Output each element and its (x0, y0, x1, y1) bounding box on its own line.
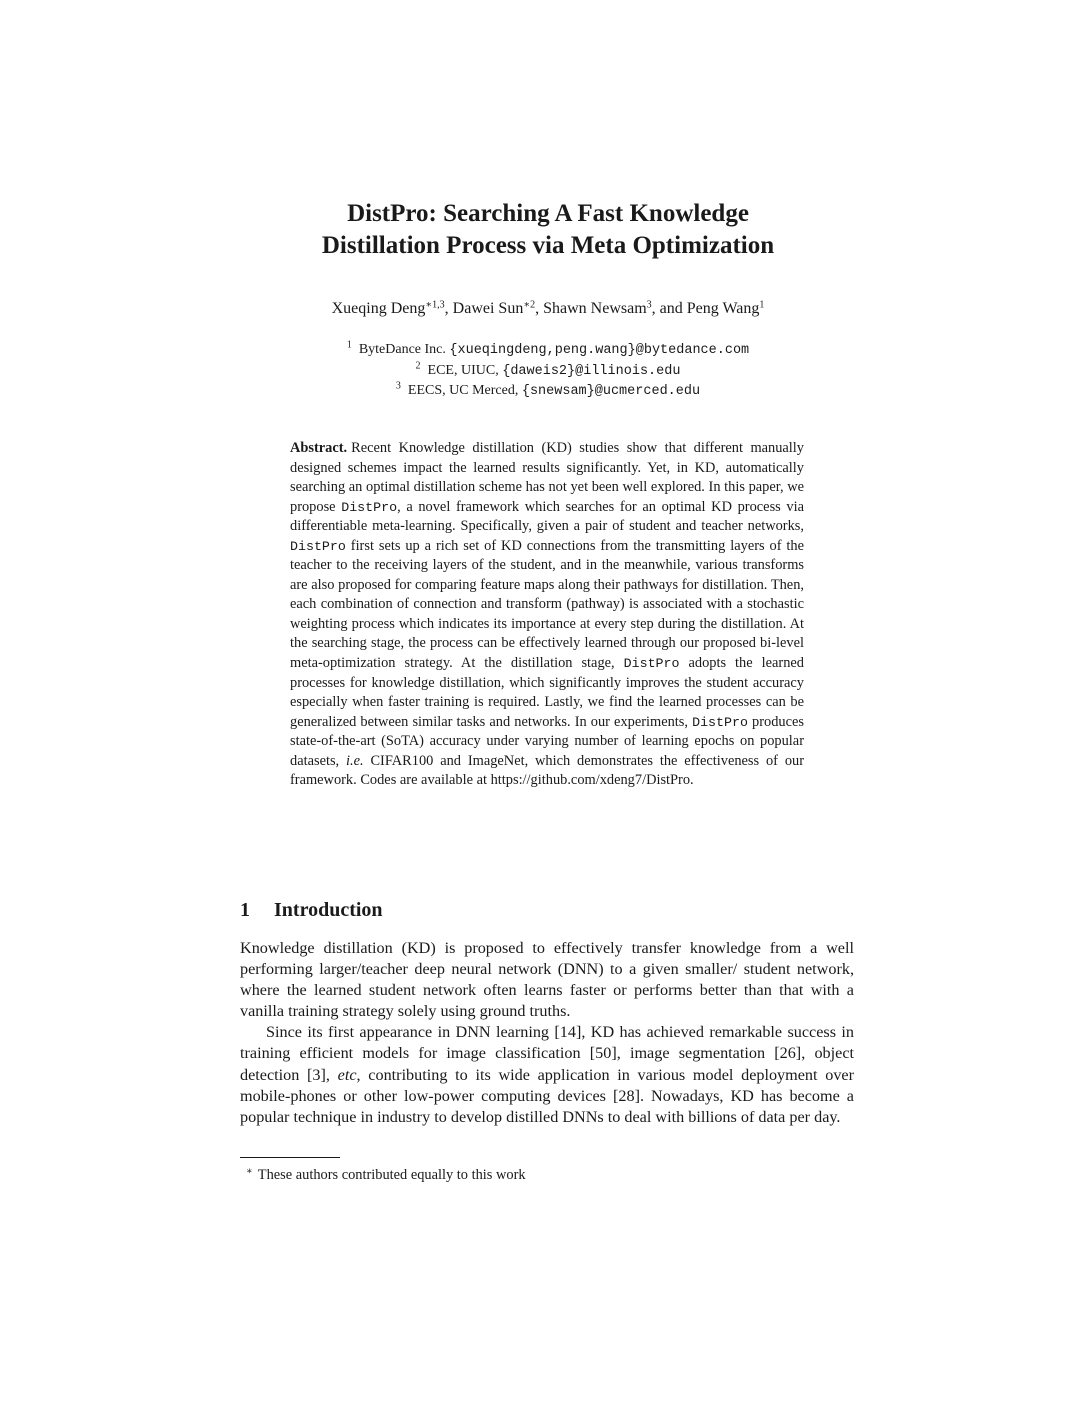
affiliation-number: 3 (395, 380, 401, 392)
abstract-label: Abstract. (290, 440, 348, 456)
method-name: DistPro (623, 656, 680, 672)
paragraph-italic: etc (337, 1065, 357, 1084)
author-affil-mark: ∗1,3 (425, 299, 445, 311)
author-name: Xueqing Deng (331, 300, 426, 317)
author-separator: , (535, 300, 544, 317)
paragraph: Knowledge distillation (KD) is proposed to effectively transfer knowledge from a well performing larger/teacher deep neural network (DNN) to a given smaller/ student network, where the learned student network often learns faster or performs better than that with a vanilla training strategy solely using ground truths. (240, 939, 854, 1021)
abstract-segment: adopts the learned processes for knowledge distillation, which significantly improves the student accuracy especially when faster training is required. Lastly, we find the learned processes can be generalized between similar tasks and networks. In our experiments, (290, 655, 804, 730)
author-affil-mark: ∗2 (523, 299, 536, 311)
author-name: Dawei Sun (452, 300, 524, 317)
affiliation-list (200, 340, 896, 402)
method-name: DistPro (290, 538, 346, 554)
affiliation-email: {snewsam}@ucmerced.edu (521, 384, 701, 399)
method-name: DistPro (341, 499, 398, 515)
author-name: Shawn Newsam (543, 300, 647, 317)
footnote-mark: ∗ (246, 1166, 253, 1177)
affiliation-item (200, 340, 896, 361)
affiliation-number: 2 (415, 360, 421, 371)
paragraph (240, 1022, 854, 1127)
footnote (246, 1162, 846, 1185)
affiliation-email: {xueqingdeng,peng.wang}@bytedance.com (449, 343, 750, 358)
paper-title (200, 198, 896, 262)
affiliation-item (200, 381, 896, 402)
affiliation-item (200, 361, 896, 382)
abstract-segment: , a novel framework which searches for an optimal KD process via differentiable meta-learning. Specifically, given a pair of student and teacher networks, (290, 498, 804, 535)
author-separator: , (444, 300, 453, 317)
author-separator: , and (651, 300, 687, 317)
section-heading (240, 897, 854, 923)
title-line-2: Distillation Process via Meta Optimization (321, 232, 775, 259)
abstract-segment: Recent Knowledge distillation (KD) studies show that different manually designed schemes impact the learned results significantly. Yet, in KD, automatically searching an optimal distillation scheme has not yet been well explored. In this paper, we propose (290, 440, 804, 515)
affiliation-name: EECS, UC Merced, (407, 383, 519, 398)
author-list (200, 298, 896, 320)
paragraph-segment: Since its first appearance in DNN learning [14], KD has achieved remarkable success in training efficient models for image classification [50], image segmentation [26], object detection [3], (240, 1023, 854, 1084)
introduction-body (240, 938, 854, 1128)
method-name: DistPro (692, 714, 748, 730)
section-title: Introduction (274, 899, 383, 921)
footnote-text: These authors contributed equally to this work (257, 1167, 526, 1183)
affiliation-name: ByteDance Inc. (358, 342, 446, 357)
abstract-segment: produces state-of-the-art (SoTA) accuracy under varying number of learning epochs on popular datasets, (290, 713, 804, 769)
author-affil-mark: 1 (759, 299, 765, 311)
section-number: 1 (240, 899, 250, 921)
author-affil-mark: 3 (646, 299, 652, 311)
author-name: Peng Wang (686, 300, 760, 317)
abstract-text (290, 439, 804, 791)
abstract (290, 439, 804, 791)
affiliation-email: {daweis2}@illinois.edu (502, 363, 681, 379)
abstract-segment: first sets up a rich set of KD connections from the transmitting layers of the teacher to the receiving layers of the student, and in the meanwhile, various transforms are also proposed for comparing feature maps along their pathways for distillation. Then, each combination of connection and transform (pathway) is associated with a stochastic weighting process which indicates its importance at every step during the distillation. At the searching stage, the process can be effectively learned through our proposed bi-level meta-optimization strategy. At the distillation stage, (290, 537, 804, 672)
abstract-segment: CIFAR100 and ImageNet, which demonstrates the effectiveness of our framework. Codes are available at https://github.com/xdeng7/DistPro. (290, 752, 805, 789)
paragraph-segment: , contributing to its wide application in various model deployment over mobile-phones or other low-power computing devices [28]. Nowadays, KD has become a popular technique in industry to develop distilled DNNs to deal with billions of data per day. (240, 1065, 854, 1126)
affiliation-name: ECE, UIUC, (427, 362, 499, 378)
abstract-italic: i.e. (346, 752, 364, 769)
affiliation-number: 1 (346, 339, 352, 351)
title-line-1: DistPro: Searching A Fast Knowledge (347, 200, 749, 227)
footnote-divider (240, 1157, 340, 1158)
